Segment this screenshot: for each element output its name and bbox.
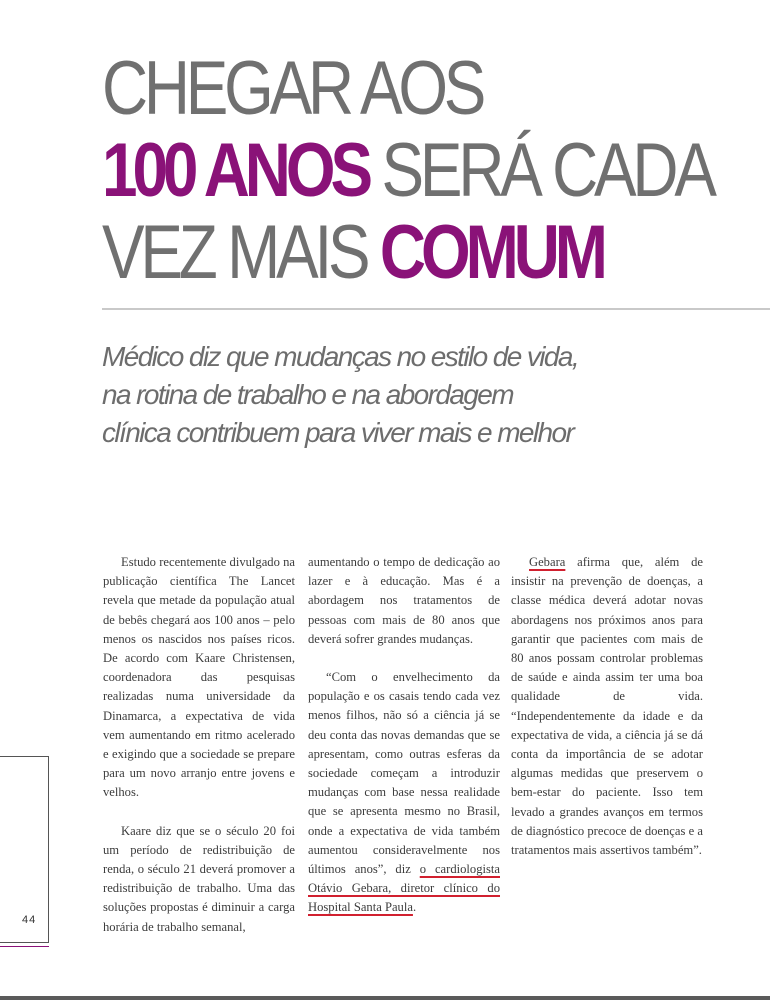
paragraph-kaare: Kaare diz que se o século 20 foi um período de redistribuição de renda, o século 21 deverá promover a redistribuição de trabalho. Uma das soluções propostas é diminuir a carga horária de trabalho semanal, (103, 823, 295, 934)
page-number-accent-line (0, 946, 49, 947)
body-column-2 (308, 553, 500, 937)
paragraph-quote-gebara (308, 668, 500, 918)
headline-divider (102, 308, 770, 310)
page-number: 44 (22, 914, 37, 926)
quote-end: . (412, 900, 417, 915)
paragraph-continuation: aumentando o tempo de dedicação ao lazer e à educação. Mas é a abordagem nos tratamentos de pessoas com mais de 80 anos que deverá sofrer grandes mudanças. (308, 555, 500, 646)
headline-highlight-comum: COMUM (379, 210, 603, 295)
headline-highlight-100-anos: 100 ANOS (102, 128, 369, 213)
underlined-cardiologist-credit: o cardiologista Otávio Gebara, diretor clínico do Hospital Santa Paula (308, 862, 500, 915)
subtitle-line-1: Médico diz que mudanças no estilo de vida, (102, 341, 579, 372)
paragraph-lancet-study: Estudo recentemente divulgado na publicação científica The Lancet revela que metade da população atual de bebês chegará aos 100 anos – pelo menos os nascidos nos países ricos. De acordo com Kaare Christensen, coordenadora das pesquisas realizadas numa universidade da Dinamarca, a expectativa de vida vem aumentando em ritmo acelerado e exigindo que a sociedade se prepare para um novo arranjo entre jovens e velhos. (103, 555, 295, 800)
body-column-1 (103, 553, 295, 956)
paragraph-gebara-text: afirma que, além de insistir na prevenção de doenças, a classe médica deverá adotar novas abordagens nos próximos anos para garantir que pacientes com mais de 80 anos possam controlar problemas de saúde e ainda assim ter uma boa qualidade de vida. “Independentemente da idade e da expectativa de vida, a ciência já se dá conta da importância de se adotar algumas medidas que preservem o bem-estar do paciente. Isso tem levado a grandes avanços em termos de diagnóstico precoce de doenças e a tratamentos mais assertivos também”. (511, 555, 703, 858)
headline (102, 46, 713, 295)
subtitle (102, 338, 742, 452)
headline-line-3 (102, 212, 640, 294)
subtitle-line-3: clínica contribuem para viver mais e melhor (102, 417, 574, 448)
headline-line-2 (102, 128, 713, 213)
headline-line-1: CHEGAR AOS (102, 46, 483, 131)
headline-line-3-start: VEZ MAIS (102, 210, 380, 295)
underlined-name-gebara: Gebara (529, 555, 566, 569)
bottom-edge-bar (0, 996, 770, 1000)
paragraph-gebara-affirms (511, 553, 703, 860)
headline-line-2-rest: SERÁ CADA (368, 128, 713, 213)
subtitle-line-2: na rotina de trabalho e na abordagem (102, 379, 513, 410)
body-column-3 (511, 553, 703, 879)
quote-text: “Com o envelhecimento da população e os casais tendo cada vez menos filhos, não só a ciência já se deu conta das novas demandas que se apresentam, como outras esferas da sociedade começam a introduzir mudanças com base nessa realidade que se apresenta mesmo no Brasil, onde a expectativa de vida também aumentou consideravelmente nos últimos anos”, diz (308, 670, 500, 877)
